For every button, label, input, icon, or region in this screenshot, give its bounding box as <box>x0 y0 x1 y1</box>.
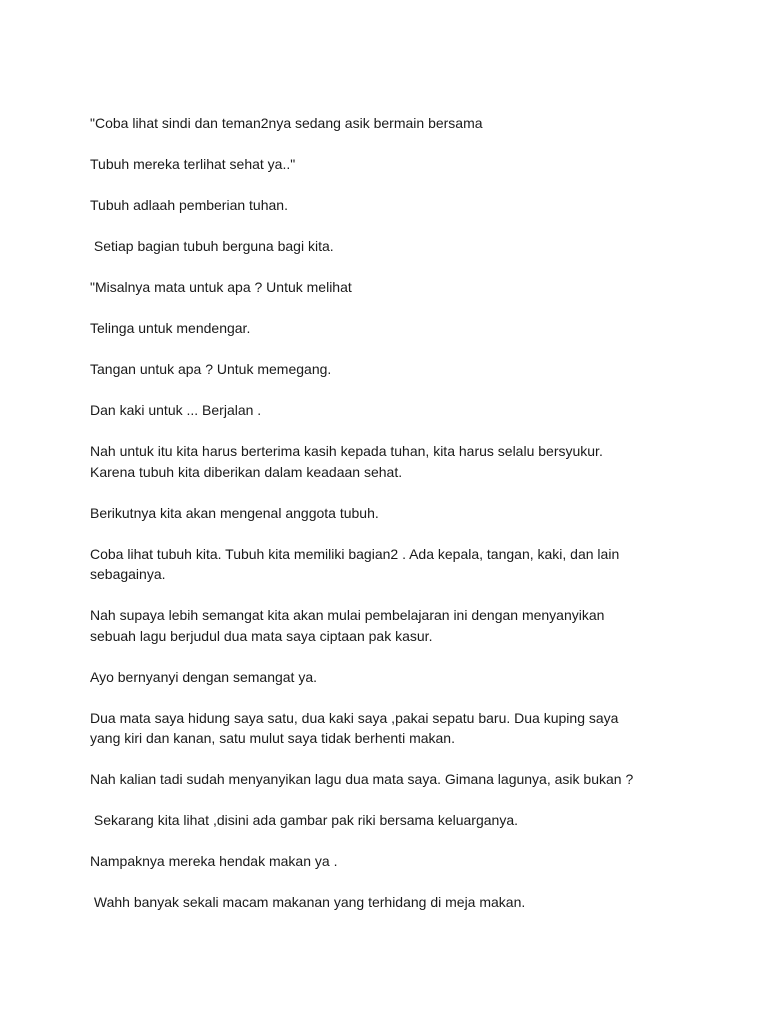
paragraph-gap <box>90 421 690 442</box>
paragraph-gap <box>90 749 690 770</box>
paragraph-17: Nampaknya mereka hendak makan ya . <box>90 853 338 869</box>
paragraph-gap <box>90 134 690 155</box>
paragraph-5: "Misalnya mata untuk apa ? Untuk melihat <box>90 279 352 295</box>
paragraph-2: Tubuh mereka terlihat sehat ya.." <box>90 156 296 172</box>
paragraph-15: Nah kalian tadi sudah menyanyikan lagu dua mata saya. Gimana lagunya, asik bukan ? <box>90 771 634 787</box>
paragraph-18: Wahh banyak sekali macam makanan yang terhidang di meja makan. <box>90 894 526 910</box>
paragraph-gap <box>90 831 690 852</box>
paragraph-gap <box>90 523 690 544</box>
paragraph-10: Berikutnya kita akan mengenal anggota tubuh. <box>90 504 379 521</box>
paragraph-gap <box>90 687 690 708</box>
paragraph-gap <box>90 216 690 237</box>
paragraph-16: Sekarang kita lihat ,disini ada gambar pak riki bersama keluarganya. <box>90 812 519 828</box>
paragraph-1: "Coba lihat sindi dan teman2nya sedang asik bermain bersama <box>90 115 483 131</box>
paragraph-3: Tubuh adlaah pemberian tuhan. <box>90 197 288 213</box>
paragraph-gap <box>90 380 690 401</box>
paragraph-13: Ayo bernyanyi dengan semangat ya. <box>90 668 318 685</box>
paragraph-gap <box>90 872 690 893</box>
paragraph-7: Tangan untuk apa ? Untuk memegang. <box>90 361 332 377</box>
paragraph-gap <box>90 339 690 360</box>
paragraph-gap <box>90 585 690 606</box>
paragraph-4: Setiap bagian tubuh berguna bagi kita. <box>90 238 334 254</box>
paragraph-14: Dua mata saya hidung saya satu, dua kaki saya ,pakai sepatu baru. Dua kuping saya yang kiri dan kanan, satu mulut saya tidak berhenti makan. <box>90 709 619 746</box>
paragraph-11: Coba lihat tubuh kita. Tubuh kita memiliki bagian2 . Ada kepala, tangan, kaki, dan lain sebagainya. <box>90 545 620 582</box>
document-body <box>90 113 690 913</box>
paragraph-gap <box>90 790 690 811</box>
paragraph-gap <box>90 175 690 196</box>
paragraph-gap <box>90 482 690 503</box>
paragraph-9: Nah untuk itu kita harus berterima kasih kepada tuhan, kita harus selalu bersyukur. Karena tubuh kita diberikan dalam keadaan sehat. <box>90 443 603 480</box>
paragraph-6: Telinga untuk mendengar. <box>90 320 251 336</box>
paragraph-gap <box>90 298 690 319</box>
paragraph-gap <box>90 646 690 667</box>
paragraph-8: Dan kaki untuk ... Berjalan . <box>90 402 262 418</box>
paragraph-12: Nah supaya lebih semangat kita akan mulai pembelajaran ini dengan menyanyikan sebuah lagu berjudul dua mata saya ciptaan pak kasur. <box>90 607 605 644</box>
paragraph-gap <box>90 257 690 278</box>
